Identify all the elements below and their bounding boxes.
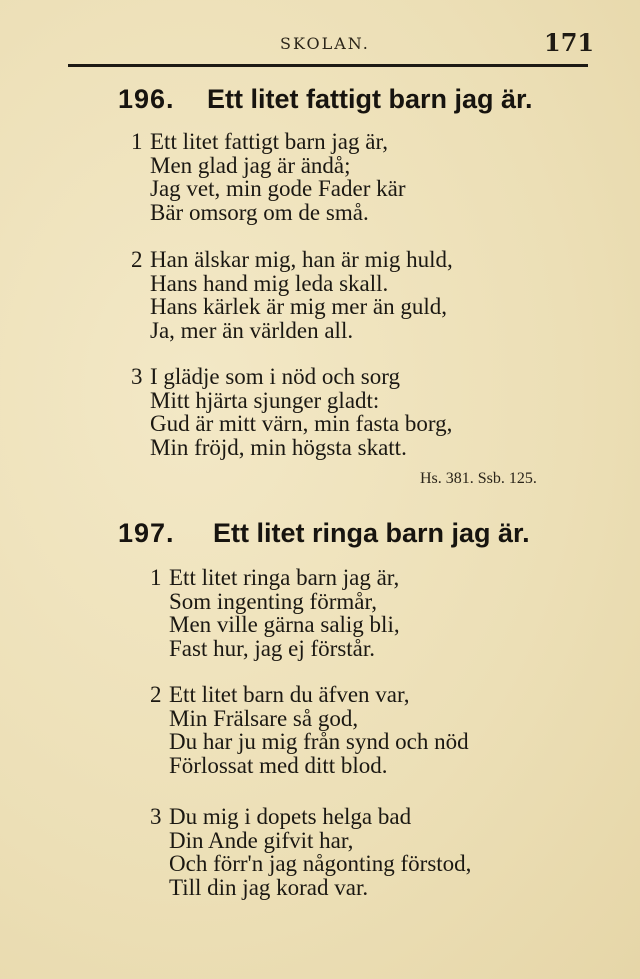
hymn-196-stanza-3 [131,365,452,459]
hymn-196-reference: Hs. 381. Ssb. 125. [420,470,537,487]
hymn-196-heading [0,84,640,118]
hymn-196-stanza-2 [131,248,453,342]
hymn-number: 197. [118,518,175,548]
header-rule [68,64,588,67]
hymn-number: 196. [118,84,175,114]
verse-line: Och förr'n jag någonting förstod, [169,851,472,876]
verse-line: Men ville gärna salig bli, [169,612,400,637]
hymn-197-stanza-2 [150,683,469,777]
verse-line: Hans hand mig leda skall. [150,270,389,296]
verse-line: Men glad jag är ändå; [150,152,351,178]
verse-line: Han älskar mig, han är mig huld, [150,247,453,272]
stanza-number: 2 [131,247,143,272]
hymn-197-heading [0,518,640,552]
hymn-title: Ett litet fattigt barn jag är. [207,84,533,114]
verse-line: Gud är mitt värn, min fasta borg, [150,411,453,436]
verse-line: Bär omsorg om de små. [150,199,369,225]
verse-line: Min fröjd, min högsta skatt. [150,434,407,460]
hymn-title: Ett litet ringa barn jag är. [213,518,530,548]
verse-line: Min Frälsare så god, [169,705,359,731]
verse-line: Ett litet barn du äfven var, [169,682,410,707]
verse-line: Mitt hjärta sjunger gladt: [150,387,380,413]
verse-line: Som ingenting förmår, [169,588,377,614]
verse-line: I glädje som i nöd och sorg [150,364,400,389]
running-head [0,28,640,58]
verse-line: Förlossat med ditt blod. [169,752,388,778]
verse-line: Du mig i dopets helga bad [169,804,412,829]
running-title: SKOLAN. [280,34,370,53]
verse-line: Till din jag korad var. [169,874,369,900]
verse-line: Du har ju mig från synd och nöd [169,729,469,754]
stanza-number: 3 [150,804,162,829]
hymn-197-stanza-3 [150,805,471,899]
stanza-number: 1 [150,565,162,590]
verse-line: Ja, mer än världen all. [150,317,354,343]
verse-line: Din Ande gifvit har, [169,827,354,853]
stanza-number: 3 [131,364,143,389]
hymn-197-stanza-1 [150,566,400,660]
verse-line: Ett litet fattigt barn jag är, [150,129,388,154]
page-number: 171 [544,28,595,57]
stanza-number: 2 [150,682,162,707]
stanza-number: 1 [131,129,143,154]
verse-line: Hans kärlek är mig mer än guld, [150,294,447,319]
hymn-196-stanza-1 [131,130,405,224]
verse-line: Fast hur, jag ej förstår. [169,635,376,661]
verse-line: Ett litet ringa barn jag är, [169,565,400,590]
verse-line: Jag vet, min gode Fader kär [150,176,406,201]
